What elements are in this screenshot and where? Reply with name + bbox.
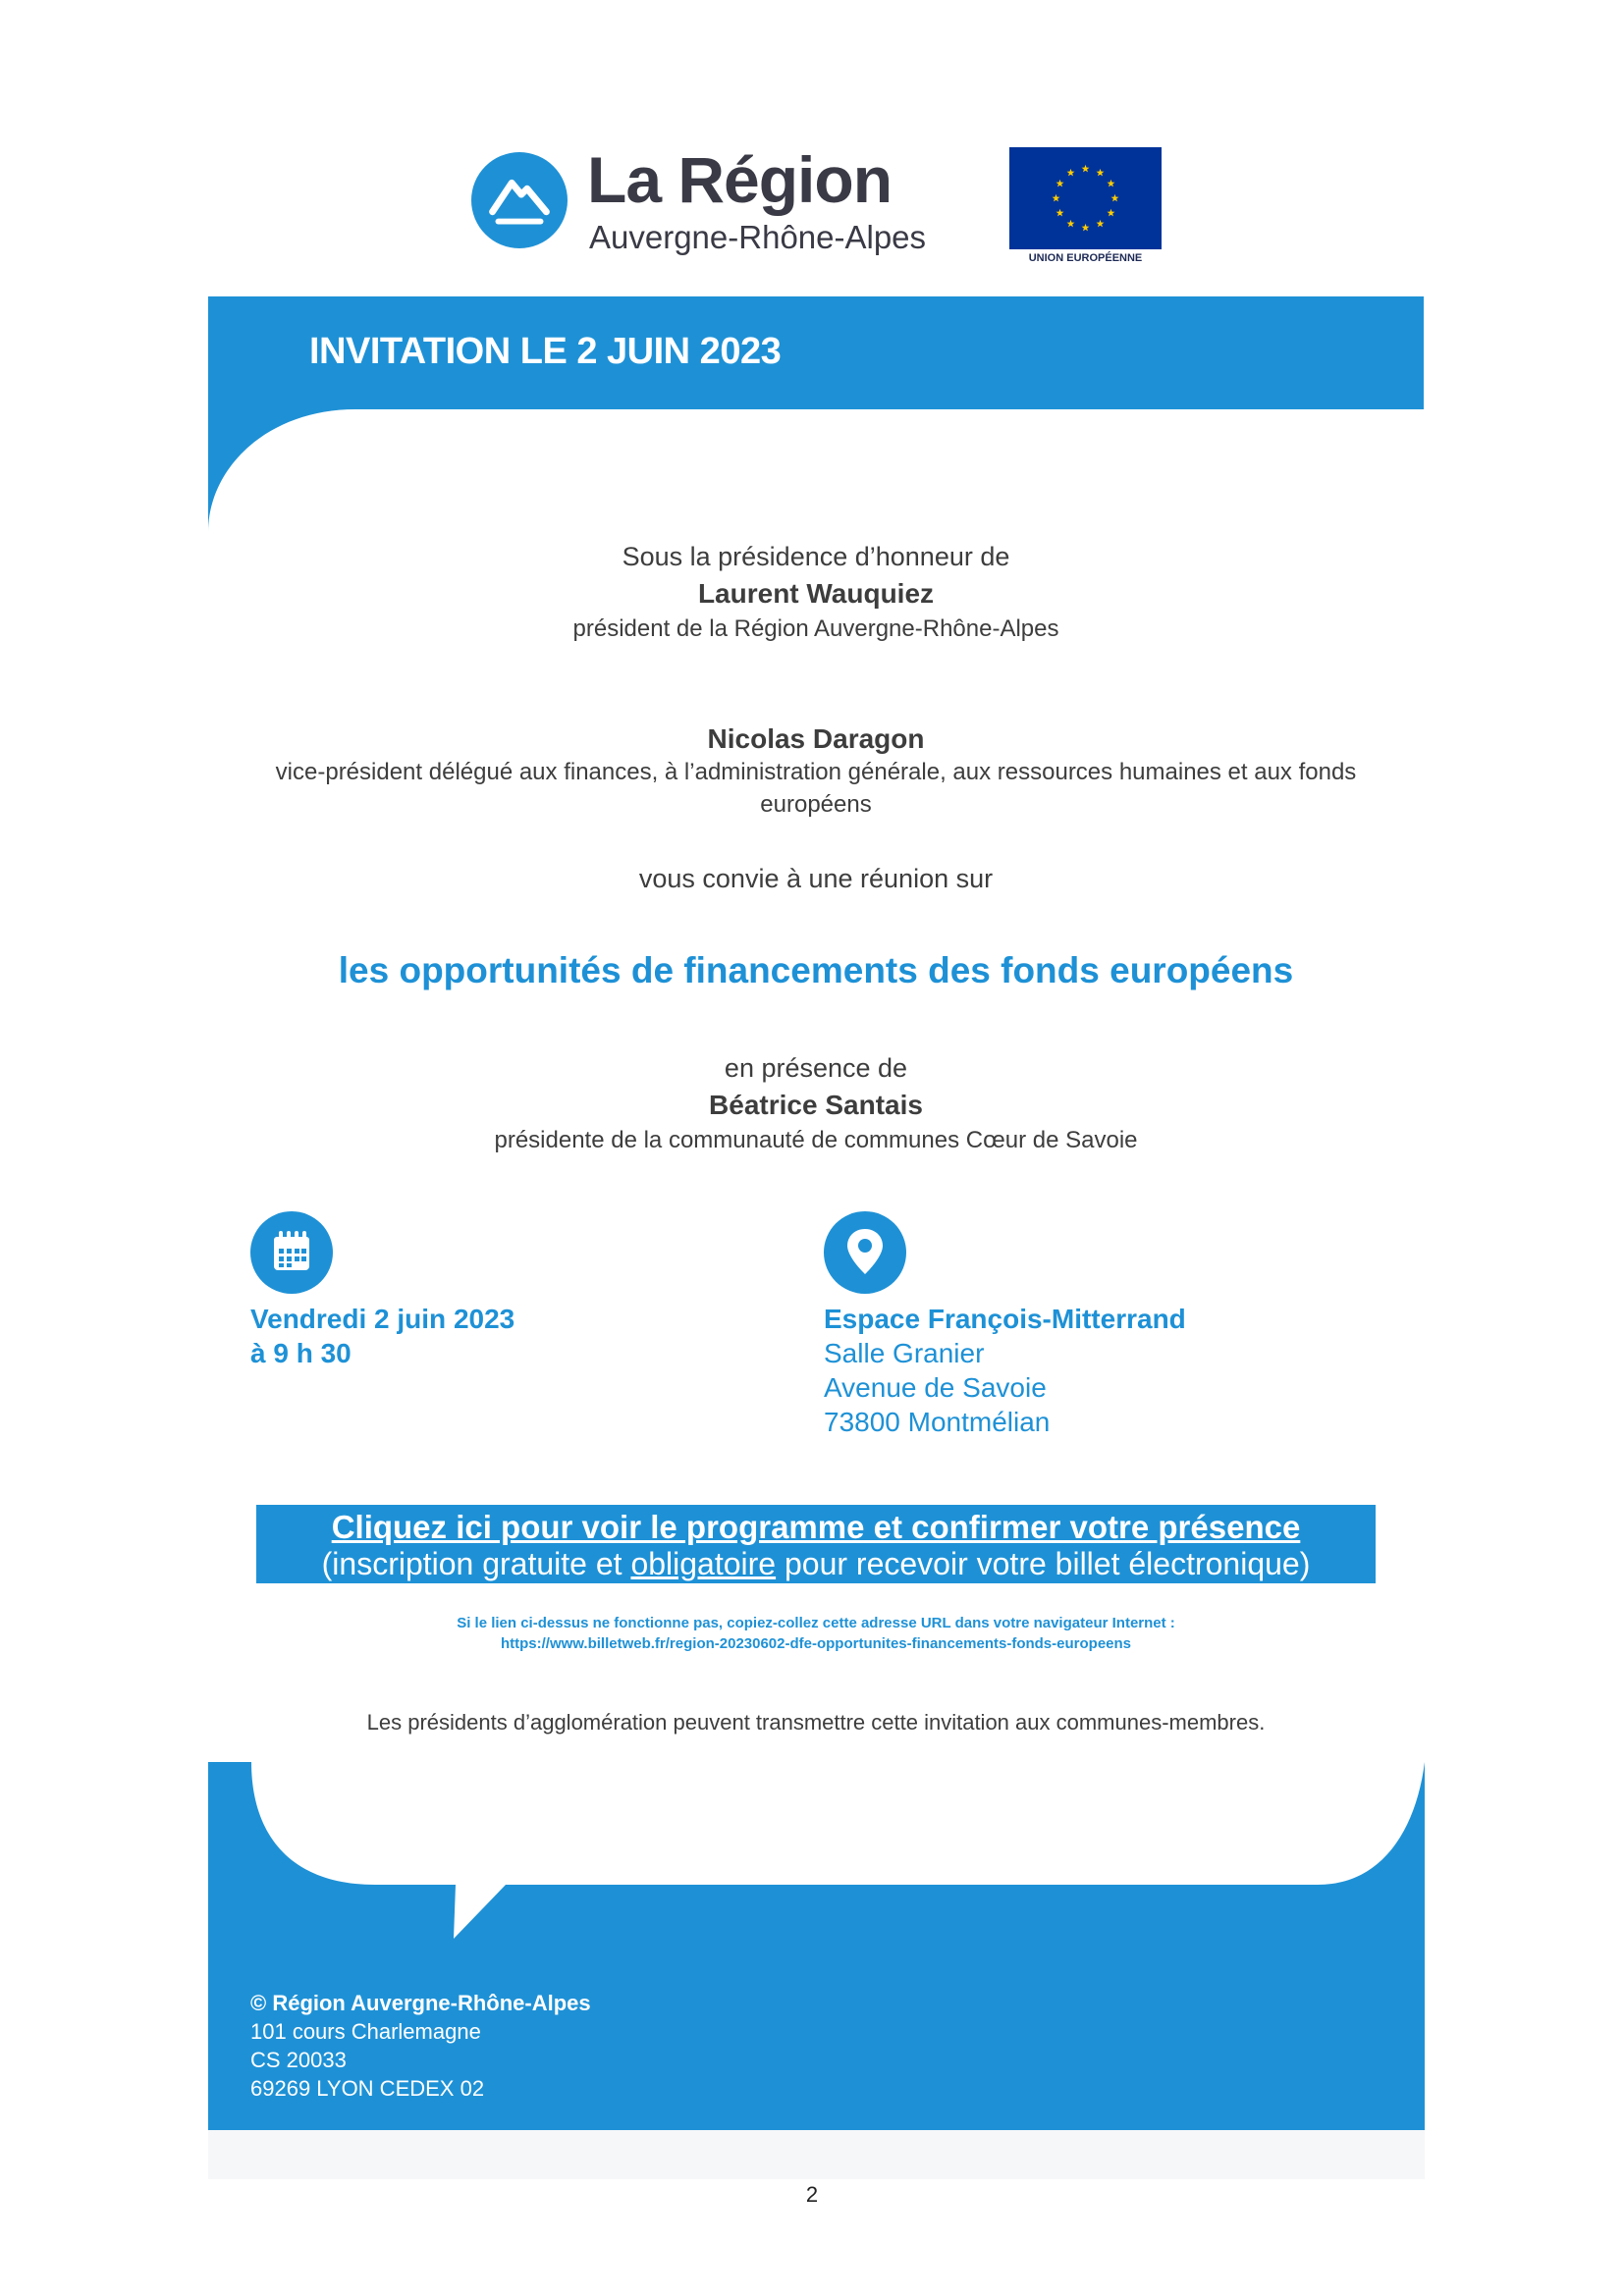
- headline: les opportunités de financements des fonds européens: [338, 950, 1294, 990]
- fallback-url[interactable]: https://www.billetweb.fr/region-20230602-dfe-opportunites-financements-fonds-europeens: [500, 1635, 1132, 1652]
- invite-text: vous convie à une réunion sur: [638, 864, 994, 893]
- guest-intro: en présence de: [724, 1053, 908, 1083]
- eu-logo: [1009, 147, 1162, 270]
- registration-subtext-underlined: obligatoire: [630, 1546, 777, 1581]
- event-date: Vendredi 2 juin 2023: [250, 1304, 515, 1334]
- footer-address: [250, 1989, 591, 2103]
- footer-org: © Région Auvergne-Rhône-Alpes: [250, 1991, 591, 2015]
- presidency-intro: Sous la présidence d’honneur de: [622, 542, 1010, 571]
- host-role-line1: vice-président délégué aux finances, à l’administration générale, aux ressources humaines et aux fonds: [275, 759, 1357, 785]
- registration-subtext-before: (inscription gratuite et: [321, 1546, 631, 1581]
- agglomeration-note: Les présidents d’agglomération peuvent transmettre cette invitation aux communes-membres.: [366, 1710, 1266, 1735]
- region-logo: [471, 142, 933, 270]
- event-time: à 9 h 30: [250, 1338, 352, 1368]
- region-logo-subtitle: Auvergne-Rhône-Alpes: [589, 219, 927, 255]
- page-number: 2: [805, 2182, 819, 2207]
- guest-name: Béatrice Santais: [709, 1090, 923, 1120]
- fallback-note: Si le lien ci-dessus ne fonctionne pas, copiez-collez cette adresse URL dans votre navigateur Internet :: [457, 1615, 1175, 1631]
- footer-address-line1: 101 cours Charlemagne: [250, 2019, 481, 2044]
- guest-role: présidente de la communauté de communes Cœur de Savoie: [494, 1127, 1138, 1153]
- date-block: [250, 1302, 514, 1370]
- location-block: [824, 1302, 1186, 1439]
- venue-name: Espace François-Mitterrand: [824, 1304, 1186, 1334]
- eu-logo-label: UNION EUROPÉENNE: [1028, 252, 1143, 264]
- venue-room: Salle Granier: [824, 1338, 985, 1368]
- host-role-line2: européens: [760, 791, 872, 818]
- registration-cta[interactable]: [256, 1505, 1376, 1583]
- registration-subtext: [256, 1546, 1376, 1582]
- region-logo-title: La Région: [587, 143, 893, 216]
- registration-subtext-after: pour recevoir votre billet électronique): [776, 1546, 1311, 1581]
- host-name: Nicolas Daragon: [707, 723, 925, 754]
- footer-strip: [208, 2130, 1425, 2179]
- registration-link[interactable]: Cliquez ici pour voir le programme et confirmer votre présence: [331, 1509, 1301, 1545]
- presidency-name: Laurent Wauquiez: [697, 578, 935, 609]
- banner-title: INVITATION LE 2 JUIN 2023: [309, 331, 782, 372]
- venue-city: 73800 Montmélian: [824, 1407, 1051, 1437]
- location-pin-icon: [824, 1211, 906, 1294]
- eu-flag-icon: [1009, 147, 1162, 249]
- presidency-role: président de la Région Auvergne-Rhône-Alpes: [572, 615, 1059, 642]
- footer-address-line3: 69269 LYON CEDEX 02: [250, 2076, 485, 2101]
- venue-street: Avenue de Savoie: [824, 1372, 1047, 1403]
- calendar-icon: [250, 1211, 333, 1294]
- region-mountain-icon: [471, 152, 568, 248]
- footer-address-line2: CS 20033: [250, 2048, 347, 2072]
